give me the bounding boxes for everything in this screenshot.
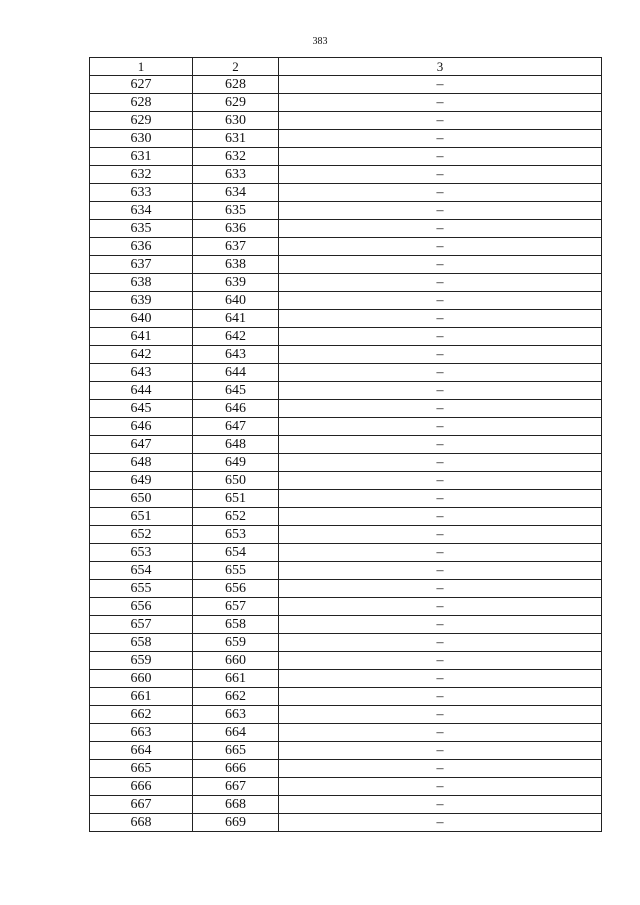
table-cell-col-1: 632	[90, 166, 193, 184]
table-cell-col-2: 643	[193, 346, 279, 364]
table-cell-col-3: –	[279, 544, 602, 562]
table-cell-col-1: 660	[90, 670, 193, 688]
data-table	[89, 57, 602, 832]
table-cell-col-2: 635	[193, 202, 279, 220]
table-cell-col-3: –	[279, 616, 602, 634]
column-header-2: 2	[193, 58, 279, 76]
table-row	[90, 112, 602, 130]
table-cell-col-3: –	[279, 382, 602, 400]
table-row	[90, 328, 602, 346]
table-row	[90, 274, 602, 292]
table-cell-col-2: 657	[193, 598, 279, 616]
table-row	[90, 400, 602, 418]
table-cell-col-1: 656	[90, 598, 193, 616]
table-cell-col-3: –	[279, 634, 602, 652]
table-cell-col-3: –	[279, 652, 602, 670]
table-row	[90, 652, 602, 670]
table-cell-col-1: 631	[90, 148, 193, 166]
table-cell-col-2: 639	[193, 274, 279, 292]
table-cell-col-3: –	[279, 814, 602, 832]
table-cell-col-2: 662	[193, 688, 279, 706]
table-cell-col-1: 662	[90, 706, 193, 724]
table-cell-col-1: 646	[90, 418, 193, 436]
table-cell-col-3: –	[279, 274, 602, 292]
table-cell-col-2: 651	[193, 490, 279, 508]
table-cell-col-2: 637	[193, 238, 279, 256]
table-row	[90, 184, 602, 202]
table-cell-col-3: –	[279, 724, 602, 742]
table-cell-col-3: –	[279, 742, 602, 760]
table-row	[90, 238, 602, 256]
table-cell-col-1: 658	[90, 634, 193, 652]
table-row	[90, 94, 602, 112]
table-cell-col-2: 630	[193, 112, 279, 130]
table-cell-col-2: 636	[193, 220, 279, 238]
table-cell-col-1: 642	[90, 346, 193, 364]
table-row	[90, 796, 602, 814]
table-cell-col-1: 641	[90, 328, 193, 346]
table-cell-col-3: –	[279, 688, 602, 706]
table-row	[90, 760, 602, 778]
table-cell-col-2: 641	[193, 310, 279, 328]
table-cell-col-1: 637	[90, 256, 193, 274]
table-cell-col-3: –	[279, 292, 602, 310]
table-cell-col-3: –	[279, 328, 602, 346]
table-cell-col-2: 665	[193, 742, 279, 760]
table-cell-col-1: 638	[90, 274, 193, 292]
table-row	[90, 310, 602, 328]
table-cell-col-1: 634	[90, 202, 193, 220]
table-cell-col-3: –	[279, 562, 602, 580]
table-cell-col-1: 635	[90, 220, 193, 238]
table-row	[90, 670, 602, 688]
table-body	[90, 76, 602, 832]
table-row	[90, 706, 602, 724]
table-row	[90, 76, 602, 94]
table-cell-col-2: 642	[193, 328, 279, 346]
table-cell-col-3: –	[279, 94, 602, 112]
table-cell-col-3: –	[279, 184, 602, 202]
table-cell-col-1: 629	[90, 112, 193, 130]
table-cell-col-1: 630	[90, 130, 193, 148]
table-row	[90, 292, 602, 310]
table-cell-col-1: 657	[90, 616, 193, 634]
table-cell-col-3: –	[279, 130, 602, 148]
table-row	[90, 742, 602, 760]
table-cell-col-1: 633	[90, 184, 193, 202]
table-cell-col-3: –	[279, 706, 602, 724]
table-row	[90, 346, 602, 364]
table-cell-col-1: 627	[90, 76, 193, 94]
table-cell-col-1: 648	[90, 454, 193, 472]
table-cell-col-3: –	[279, 508, 602, 526]
table-cell-col-2: 654	[193, 544, 279, 562]
header-row	[90, 58, 602, 76]
table-row	[90, 166, 602, 184]
table-cell-col-2: 653	[193, 526, 279, 544]
table-row	[90, 580, 602, 598]
table-cell-col-2: 634	[193, 184, 279, 202]
table-row	[90, 418, 602, 436]
table-cell-col-1: 636	[90, 238, 193, 256]
table-cell-col-1: 655	[90, 580, 193, 598]
table-row	[90, 778, 602, 796]
table-cell-col-2: 645	[193, 382, 279, 400]
table-cell-col-2: 660	[193, 652, 279, 670]
table-cell-col-2: 650	[193, 472, 279, 490]
column-header-3: 3	[279, 58, 602, 76]
table-cell-col-1: 647	[90, 436, 193, 454]
table-row	[90, 688, 602, 706]
table-cell-col-2: 655	[193, 562, 279, 580]
table-cell-col-3: –	[279, 310, 602, 328]
table-cell-col-3: –	[279, 364, 602, 382]
table-cell-col-2: 669	[193, 814, 279, 832]
table-row	[90, 256, 602, 274]
table-cell-col-3: –	[279, 202, 602, 220]
table-cell-col-3: –	[279, 436, 602, 454]
table-cell-col-2: 644	[193, 364, 279, 382]
table-row	[90, 634, 602, 652]
table-cell-col-3: –	[279, 256, 602, 274]
table-cell-col-2: 663	[193, 706, 279, 724]
table-row	[90, 436, 602, 454]
table-cell-col-3: –	[279, 796, 602, 814]
table-cell-col-1: 628	[90, 94, 193, 112]
table-header	[90, 58, 602, 76]
table-cell-col-2: 631	[193, 130, 279, 148]
table-row	[90, 202, 602, 220]
table-cell-col-2: 649	[193, 454, 279, 472]
table-cell-col-1: 668	[90, 814, 193, 832]
column-header-1: 1	[90, 58, 193, 76]
table-cell-col-2: 647	[193, 418, 279, 436]
table-cell-col-3: –	[279, 76, 602, 94]
table-cell-col-2: 638	[193, 256, 279, 274]
table-cell-col-2: 667	[193, 778, 279, 796]
table-cell-col-1: 653	[90, 544, 193, 562]
table-cell-col-2: 658	[193, 616, 279, 634]
table-cell-col-3: –	[279, 472, 602, 490]
table-cell-col-3: –	[279, 400, 602, 418]
table-cell-col-1: 645	[90, 400, 193, 418]
table-cell-col-2: 661	[193, 670, 279, 688]
table-cell-col-3: –	[279, 670, 602, 688]
table-cell-col-1: 644	[90, 382, 193, 400]
table-cell-col-2: 668	[193, 796, 279, 814]
table-cell-col-2: 664	[193, 724, 279, 742]
table-row	[90, 508, 602, 526]
table-cell-col-1: 640	[90, 310, 193, 328]
table-cell-col-2: 632	[193, 148, 279, 166]
table-cell-col-1: 665	[90, 760, 193, 778]
table-cell-col-1: 664	[90, 742, 193, 760]
table-cell-col-1: 663	[90, 724, 193, 742]
table-cell-col-3: –	[279, 112, 602, 130]
table-cell-col-2: 659	[193, 634, 279, 652]
table-cell-col-1: 652	[90, 526, 193, 544]
table-cell-col-2: 629	[193, 94, 279, 112]
table-cell-col-3: –	[279, 760, 602, 778]
table-row	[90, 490, 602, 508]
table-cell-col-3: –	[279, 580, 602, 598]
table-row	[90, 616, 602, 634]
table-row	[90, 526, 602, 544]
table-cell-col-1: 659	[90, 652, 193, 670]
table-cell-col-2: 646	[193, 400, 279, 418]
table-cell-col-1: 667	[90, 796, 193, 814]
table-row	[90, 220, 602, 238]
table-cell-col-2: 640	[193, 292, 279, 310]
table-row	[90, 130, 602, 148]
table-cell-col-1: 661	[90, 688, 193, 706]
table-row	[90, 598, 602, 616]
table-row	[90, 472, 602, 490]
table-cell-col-3: –	[279, 490, 602, 508]
table-cell-col-2: 628	[193, 76, 279, 94]
table-row	[90, 454, 602, 472]
table-cell-col-1: 649	[90, 472, 193, 490]
table-row	[90, 814, 602, 832]
table-row	[90, 148, 602, 166]
table-cell-col-3: –	[279, 166, 602, 184]
table-row	[90, 544, 602, 562]
table-row	[90, 364, 602, 382]
table-cell-col-3: –	[279, 454, 602, 472]
table-cell-col-3: –	[279, 148, 602, 166]
table-cell-col-2: 652	[193, 508, 279, 526]
table-row	[90, 724, 602, 742]
table-cell-col-3: –	[279, 598, 602, 616]
table-cell-col-1: 654	[90, 562, 193, 580]
table-cell-col-2: 666	[193, 760, 279, 778]
page-number: 383	[312, 36, 328, 47]
table-cell-col-2: 656	[193, 580, 279, 598]
table-cell-col-3: –	[279, 346, 602, 364]
table-cell-col-2: 648	[193, 436, 279, 454]
table-cell-col-1: 643	[90, 364, 193, 382]
table-cell-col-1: 651	[90, 508, 193, 526]
table-cell-col-3: –	[279, 220, 602, 238]
table-cell-col-3: –	[279, 418, 602, 436]
table-cell-col-3: –	[279, 526, 602, 544]
table-cell-col-1: 666	[90, 778, 193, 796]
table-row	[90, 562, 602, 580]
table-cell-col-2: 633	[193, 166, 279, 184]
table-cell-col-1: 650	[90, 490, 193, 508]
table-cell-col-3: –	[279, 778, 602, 796]
table-cell-col-3: –	[279, 238, 602, 256]
table-cell-col-1: 639	[90, 292, 193, 310]
table-row	[90, 382, 602, 400]
